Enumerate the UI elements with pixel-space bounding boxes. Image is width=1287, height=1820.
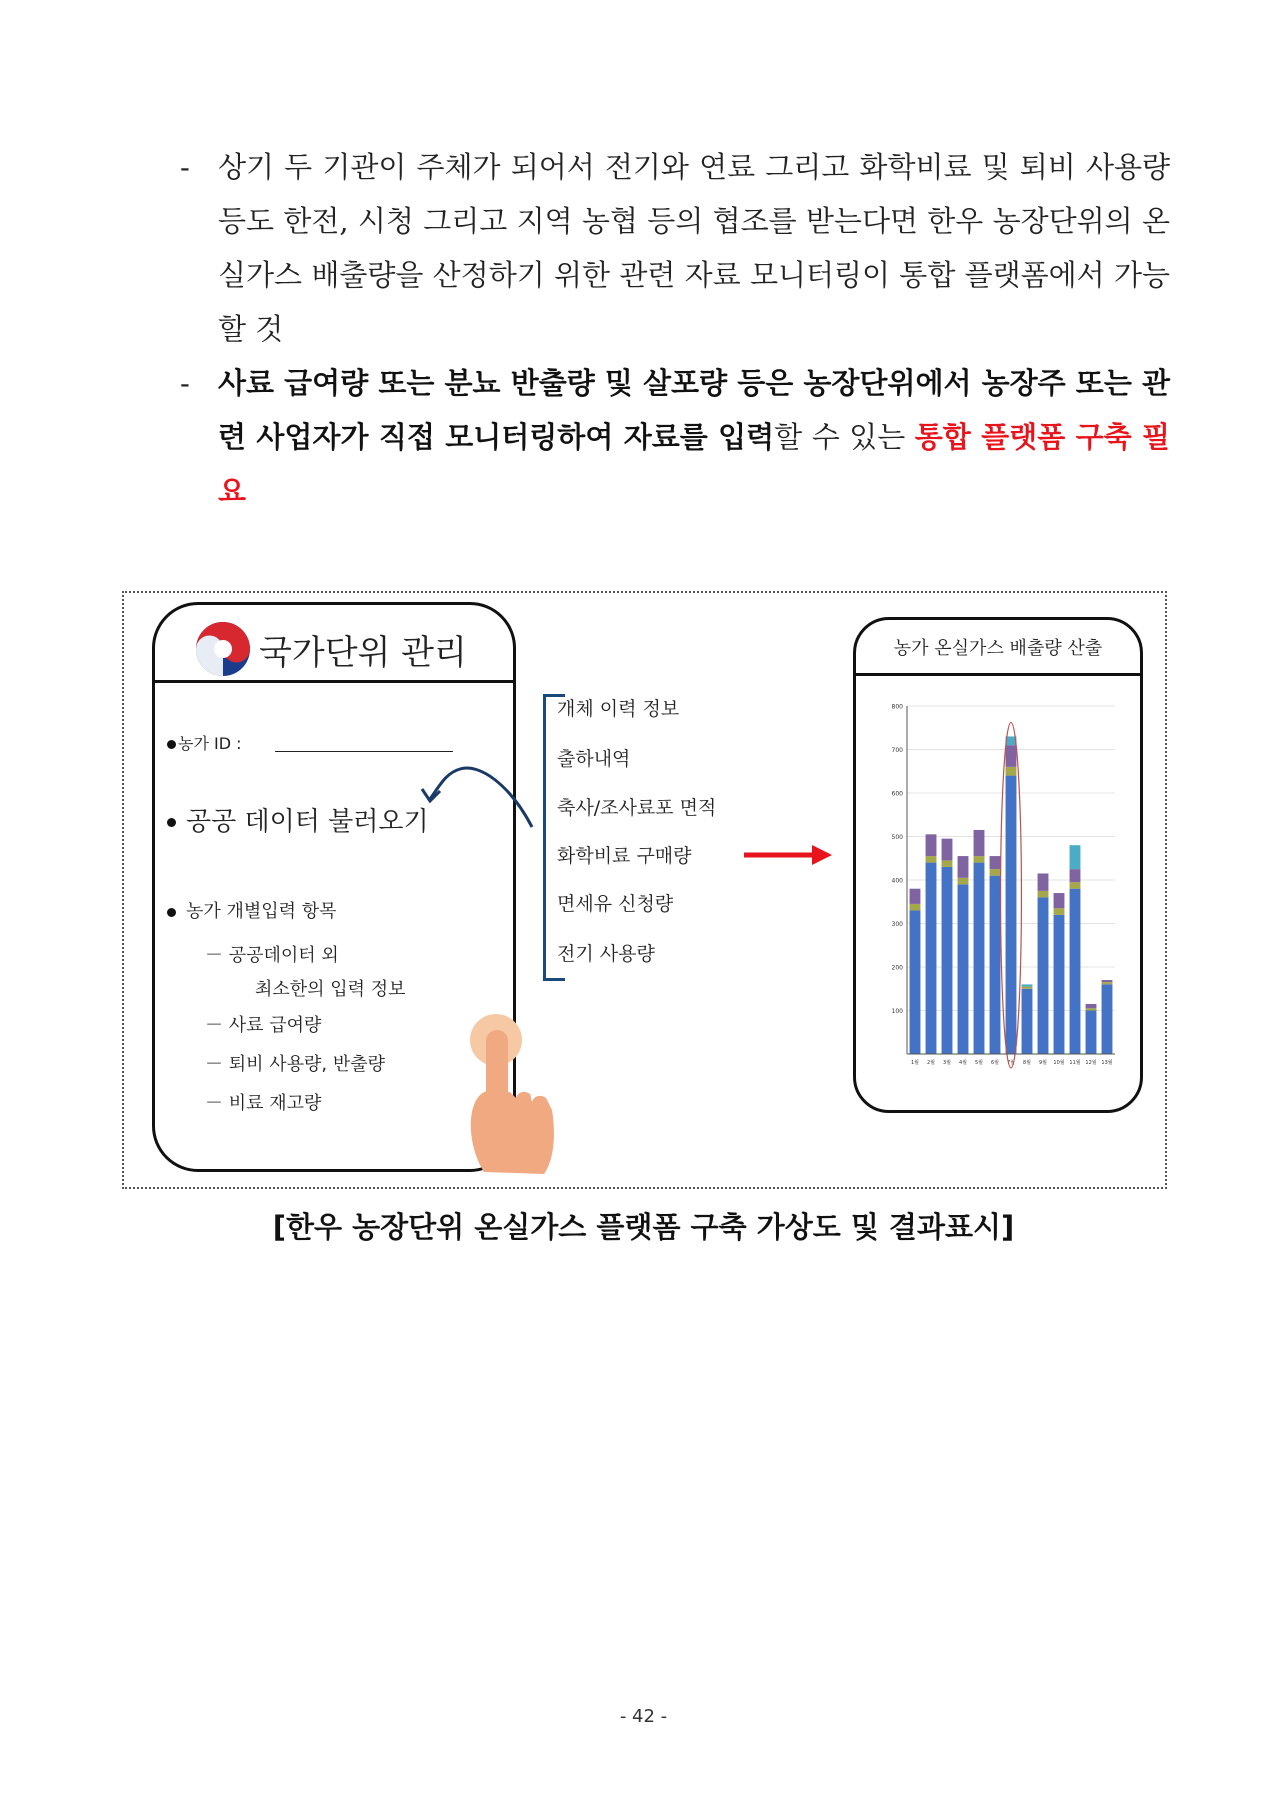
y-tick-label: 600: [891, 790, 903, 798]
bar-series-2: [1054, 908, 1065, 915]
bar-series-1: [1006, 776, 1017, 1054]
bar-series-2: [1102, 982, 1113, 984]
bar-series-1: [990, 876, 1001, 1054]
public-data-label: 공공 데이터 불러오기: [186, 807, 429, 837]
curved-arrow-icon: [410, 755, 540, 835]
bar-series-3: [990, 856, 1001, 869]
list-item-shipment: 출하내역: [557, 748, 631, 770]
data-list-bracket: [543, 694, 565, 981]
bar-series-2: [1022, 987, 1033, 989]
bar-series-3: [1006, 745, 1017, 767]
bar-series-2: [1070, 882, 1081, 889]
emission-bar-chart: [877, 694, 1117, 1078]
x-tick-label: 12월: [1085, 1060, 1097, 1066]
result-panel-header: [856, 620, 1140, 676]
bar-series-3: [1086, 1004, 1097, 1008]
bullet-dot-icon: [167, 908, 176, 917]
bar-series-3: [1038, 873, 1049, 890]
x-tick-label: 9월: [1038, 1060, 1048, 1066]
x-tick-label: 5월: [974, 1060, 984, 1066]
bullet-dash: -: [180, 150, 190, 184]
farm-id-input[interactable]: [275, 751, 453, 752]
bar-series-1: [974, 863, 985, 1054]
farm-id-label-row: [167, 731, 242, 754]
bar-series-4: [1022, 984, 1033, 986]
x-tick-label: 1월: [910, 1060, 920, 1066]
bullet-1: [180, 140, 1170, 356]
list-item-electricity: 전기 사용량: [557, 943, 655, 965]
bar-series-2: [1038, 891, 1049, 898]
bar-series-1: [926, 863, 937, 1054]
bar-series-1: [1102, 984, 1113, 1054]
bullet-2-normal: 할 수 있는: [774, 420, 915, 454]
list-item-barn-area: 축사/조사료포 면적: [557, 797, 717, 819]
bar-series-1: [1038, 897, 1049, 1054]
bar-series-2: [910, 904, 921, 911]
red-arrow-icon: [744, 843, 834, 867]
figure-caption: [한우 농장단위 온실가스 플랫폼 구축 가상도 및 결과표시]: [272, 1210, 1015, 1244]
panel-header: [155, 605, 513, 683]
body-text: [180, 140, 1170, 518]
bar-series-2: [958, 878, 969, 885]
public-data-load[interactable]: [167, 801, 429, 838]
bar-series-3: [1070, 869, 1081, 882]
y-tick-label: 500: [891, 834, 903, 841]
panel-title: 국가단위 관리: [259, 633, 467, 673]
x-tick-label: 3월: [942, 1060, 952, 1066]
individual-input-section: [167, 897, 337, 923]
bar-series-4: [1006, 736, 1017, 745]
bar-series-1: [1086, 1011, 1097, 1055]
bar-series-1: [942, 867, 953, 1054]
bar-series-1: [958, 884, 969, 1054]
x-tick-label: 4월: [958, 1060, 968, 1066]
bar-series-3: [910, 889, 921, 904]
bar-series-3: [958, 856, 969, 878]
bar-series-1: [1022, 989, 1033, 1054]
bar-series-2: [974, 856, 985, 863]
bar-series-2: [942, 860, 953, 867]
bar-series-2: [926, 856, 937, 863]
bullet-dot-icon: [167, 818, 176, 827]
bar-series-1: [1070, 889, 1081, 1054]
bullet-dot-icon: [167, 740, 176, 749]
page-number: - 42 -: [619, 1706, 668, 1727]
x-tick-label: 8월: [1022, 1060, 1032, 1066]
bar-series-1: [1054, 915, 1065, 1054]
bar-series-3: [1054, 893, 1065, 908]
bar-series-2: [990, 869, 1001, 876]
y-tick-label: 100: [891, 1008, 903, 1015]
list-item-livestock-history: 개체 이력 정보: [557, 698, 680, 720]
x-tick-label: 6월: [990, 1060, 1000, 1066]
individual-input-label: 농가 개별입력 항목: [186, 901, 337, 922]
x-tick-label: 10월: [1053, 1060, 1065, 1066]
y-tick-label: 400: [891, 877, 903, 885]
bullet-2-bold: 사료 급여량 또는 분뇨 반출량 및 살포량 등은 농장단위에서 농장주 또는 관련 사업자가 직접 모니터링하여 자료를 입력: [218, 366, 1170, 454]
bar-series-3: [974, 830, 985, 856]
bar-series-3: [1102, 980, 1113, 982]
bar-series-4: [1070, 845, 1081, 869]
bar-series-3: [942, 839, 953, 861]
x-tick-label: 11월: [1069, 1060, 1081, 1066]
x-tick-label: 7월: [1006, 1060, 1016, 1066]
result-panel-title: 농가 온실가스 배출량 산출: [893, 638, 1103, 659]
sub-item-public-data: － 공공데이터 외: [205, 945, 339, 966]
x-tick-label: 13월: [1101, 1060, 1113, 1066]
list-item-tax-free-oil: 면세유 신청량: [557, 893, 674, 915]
bar-series-2: [1086, 1008, 1097, 1010]
government-emblem-icon: [193, 619, 253, 679]
y-tick-label: 700: [891, 747, 903, 754]
y-tick-label: 200: [891, 964, 903, 972]
bar-series-1: [910, 910, 921, 1054]
bullet-dash: -: [180, 366, 190, 400]
bullet-1-text: 상기 두 기관이 주체가 되어서 전기와 연료 그리고 화학비료 및 퇴비 사용량 등도 한전, 시청 그리고 지역 농협 등의 협조를 받는다면 한우 농장단위의 온실가스 배출량을 산정하기 위한 관련 자료 모니터링이 통합 플랫폼에서 가능할 것: [218, 150, 1170, 346]
bar-series-2: [1006, 767, 1017, 776]
bullet-2: [180, 356, 1170, 518]
list-item-fertilizer-purchase: 화학비료 구매량: [557, 845, 692, 867]
pointing-hand-icon: [466, 1010, 558, 1180]
bullet-2-text: [218, 356, 1170, 518]
sub-item-minimal-input: 최소한의 입력 정보: [255, 979, 406, 1000]
sub-item-feed[interactable]: － 사료 급여량: [205, 1015, 322, 1036]
national-management-panel: [152, 602, 516, 1172]
bullet-2-highlight: 통합 플랫폼 구축 필요: [218, 420, 1171, 508]
x-tick-label: 2월: [926, 1060, 936, 1066]
y-tick-label: 300: [891, 921, 903, 928]
bar-series-3: [926, 834, 937, 856]
sub-item-fertilizer[interactable]: － 비료 재고량: [205, 1093, 322, 1114]
y-tick-label: 800: [891, 703, 903, 711]
farm-id-label: 농가 ID :: [178, 734, 242, 753]
sub-item-compost[interactable]: － 퇴비 사용량, 반출량: [205, 1054, 385, 1075]
